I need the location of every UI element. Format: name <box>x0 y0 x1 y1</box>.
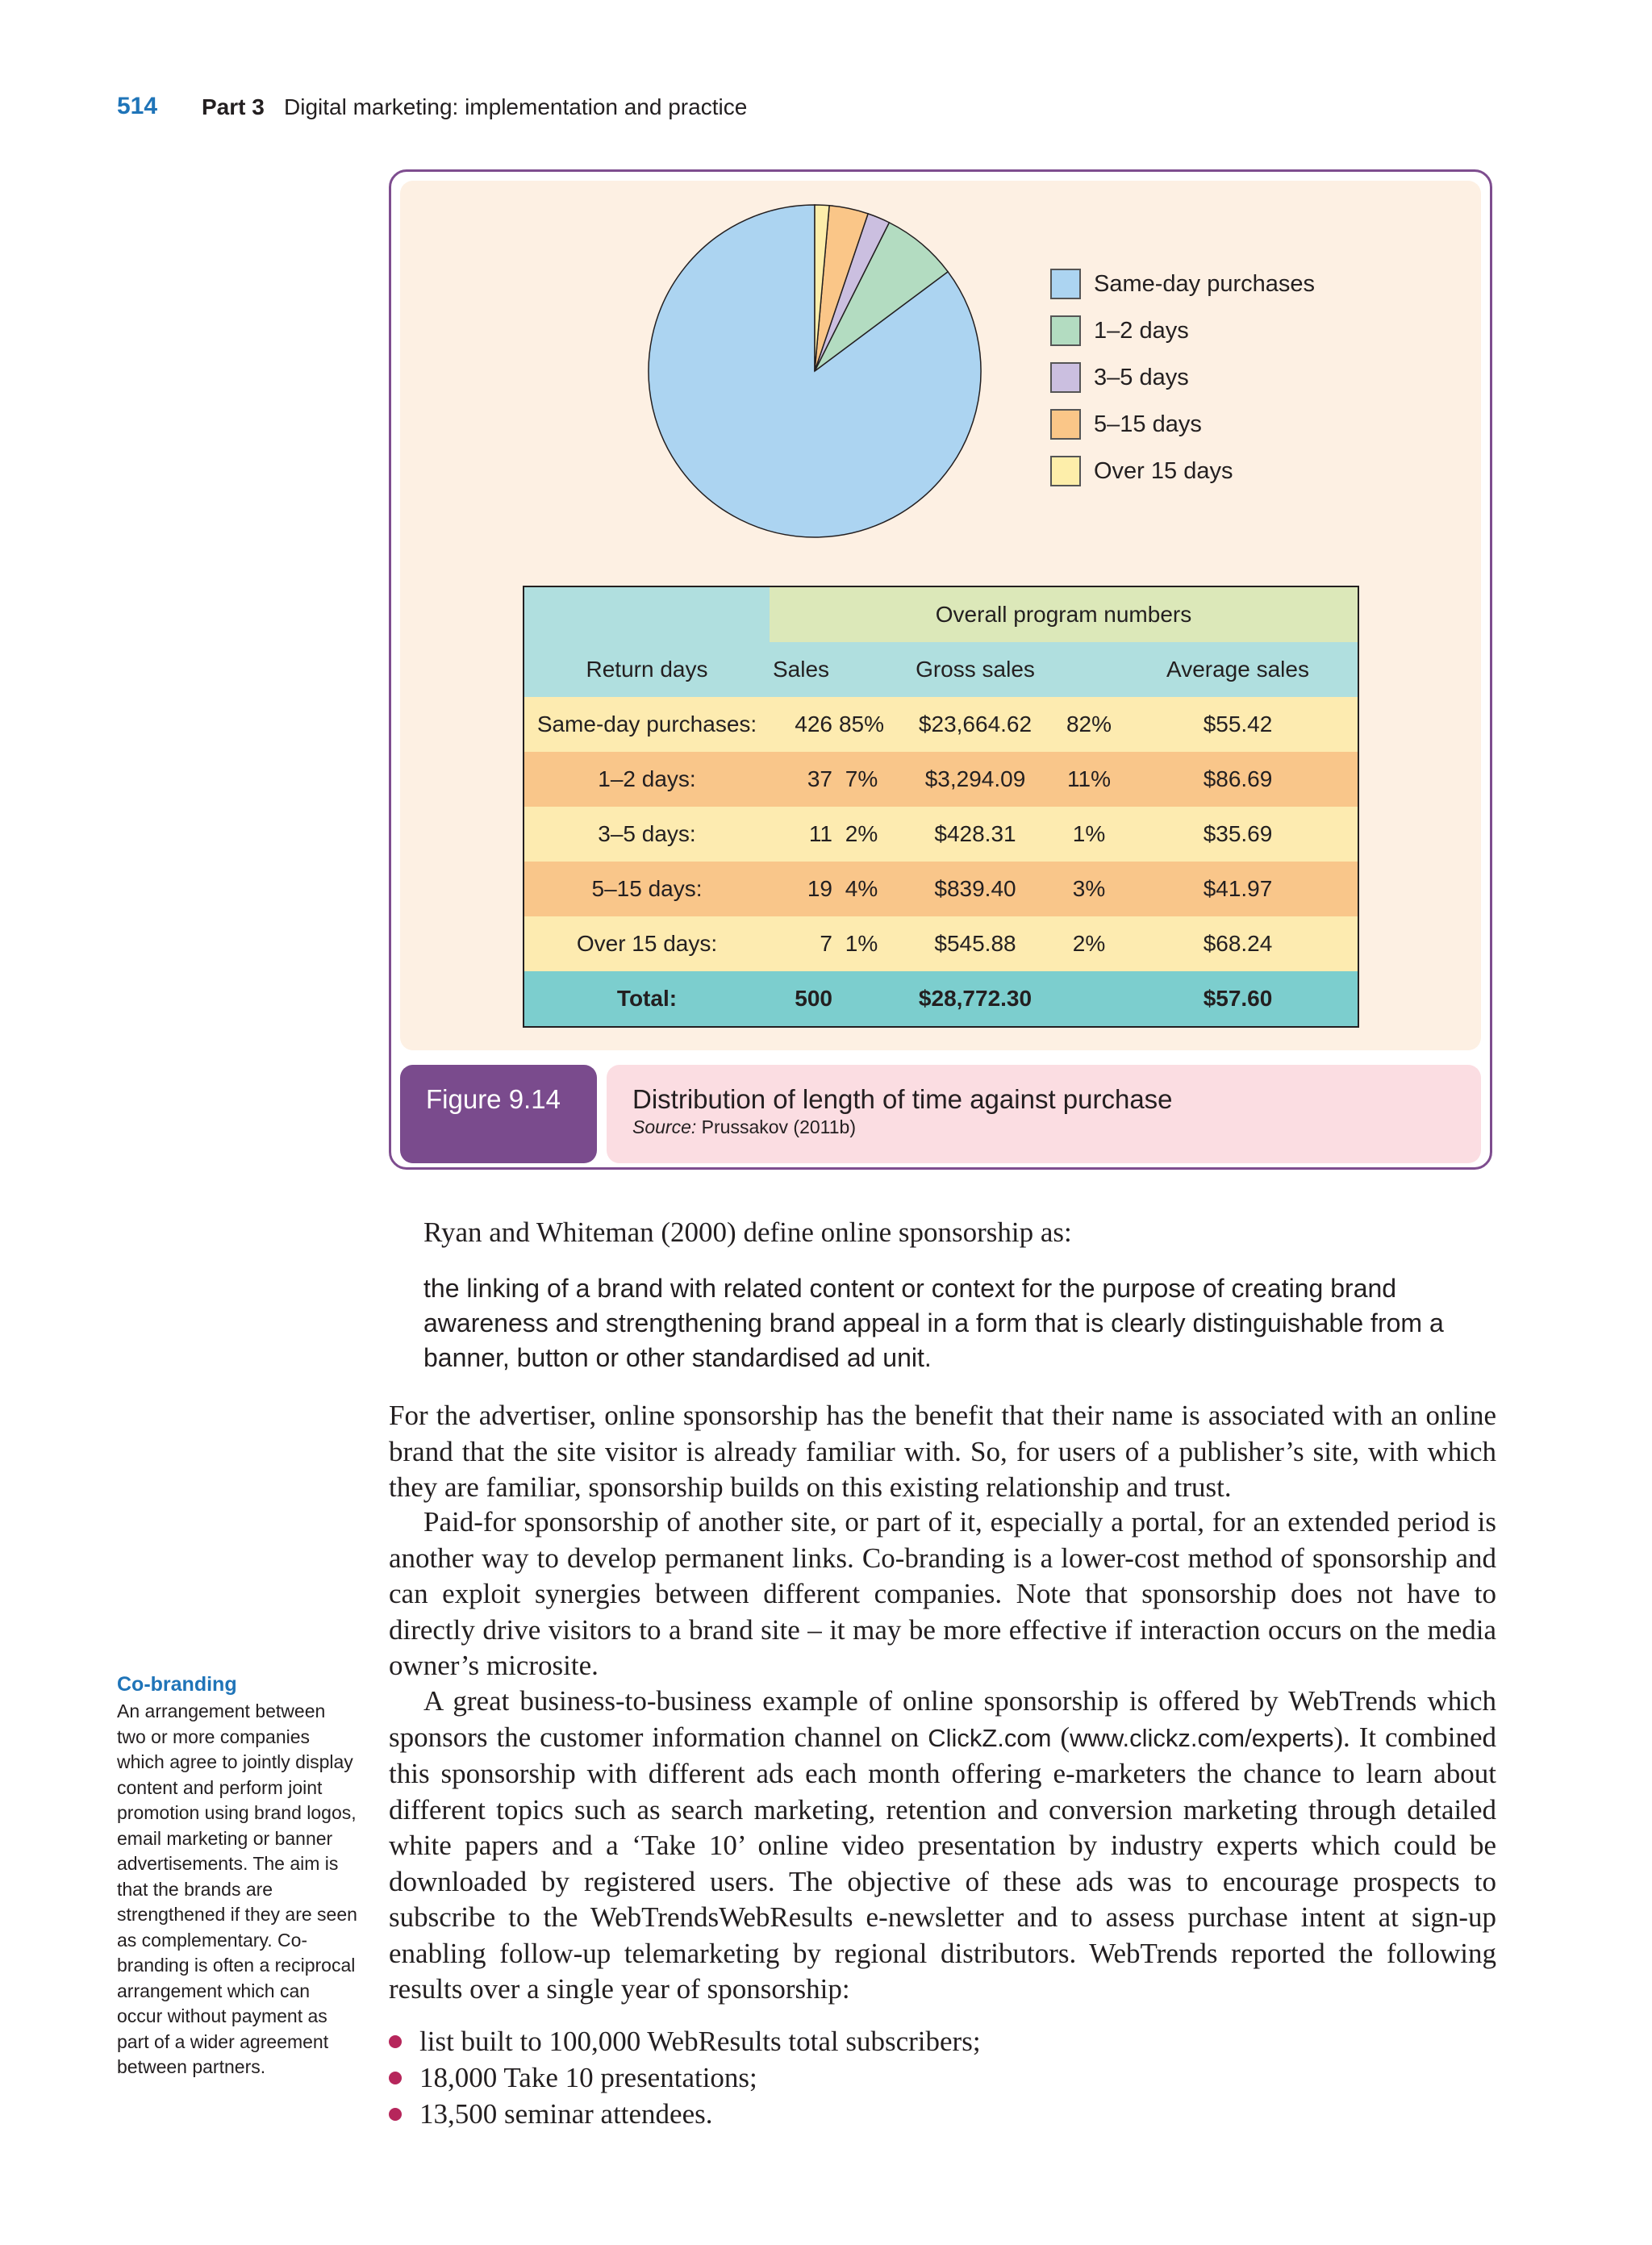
cell-gross: $545.88 <box>891 916 1060 971</box>
cell-gross-pct: 2% <box>1060 916 1118 971</box>
total-label: Total: <box>524 971 770 1027</box>
column-header: Gross sales <box>891 642 1060 697</box>
cell-gross-pct: 11% <box>1060 752 1118 807</box>
paragraph: Paid-for sponsorship of another site, or part of it, especially a portal, for an extended period is another way to develop permanent links. Co-branding is a lower-cost method of sponsorship and can exploit synergies between different companies. Note that sponsorship does not have to directly drive visitors to a brand site – it may be more effective if interaction occurs on the media owner’s microsite. <box>389 1506 1496 1681</box>
table-header-row <box>524 642 1358 697</box>
cell-sales-pct: 4% <box>832 862 891 916</box>
cell-sales: 11 <box>770 807 832 862</box>
cell-sales-pct: 2% <box>832 807 891 862</box>
cell-gross: $23,664.62 <box>891 697 1060 752</box>
figure-label: Figure 9.14 <box>426 1084 561 1114</box>
bullet-icon <box>389 2072 402 2084</box>
cell-sales: 19 <box>770 862 832 916</box>
chart-legend <box>1050 261 1315 494</box>
legend-label: Same-day purchases <box>1094 270 1316 297</box>
results-list <box>389 2023 981 2132</box>
bullet-icon <box>389 2035 402 2048</box>
table-total-row <box>524 971 1358 1027</box>
legend-label: Over 15 days <box>1094 457 1233 484</box>
table-row <box>524 807 1358 862</box>
figure-source-text: Prussakov (2011b) <box>701 1116 856 1137</box>
table-group-header: Overall program numbers <box>770 586 1358 642</box>
total-sales: 500 <box>770 971 832 1027</box>
legend-item <box>1050 354 1315 401</box>
figure-source-prefix: Source: <box>632 1116 697 1137</box>
total-avg: $57.60 <box>1118 971 1358 1027</box>
row-label: 1–2 days: <box>524 752 770 807</box>
page-number: 514 <box>117 93 158 119</box>
cell-sales: 7 <box>770 916 832 971</box>
list-item <box>389 2023 981 2059</box>
cell-sales-pct: 1% <box>832 916 891 971</box>
total-gross: $28,772.30 <box>891 971 1060 1027</box>
cell-avg: $35.69 <box>1118 807 1358 862</box>
table-row <box>524 862 1358 916</box>
row-label: Same-day purchases: <box>524 697 770 752</box>
list-item-text: list built to 100,000 WebResults total subscribers; <box>419 2026 981 2057</box>
intro-line: Ryan and Whiteman (2000) define online sponsorship as: <box>423 1216 1072 1248</box>
paragraph: For the advertiser, online sponsorship has the benefit that their name is associated with an online brand that the site visitor is already familiar with. So, for users of a publisher’s site, with which they are familiar, sponsorship builds on this existing relationship and trust. <box>389 1400 1496 1503</box>
figure-title: Distribution of length of time against purchase <box>632 1084 1173 1114</box>
column-header-blank <box>832 642 891 697</box>
row-label: 3–5 days: <box>524 807 770 862</box>
total-blank <box>832 971 891 1027</box>
list-item-text: 13,500 seminar attendees. <box>419 2098 713 2130</box>
paragraph <box>389 1684 1496 2008</box>
cell-sales-pct: 85% <box>832 697 891 752</box>
table-header-spacer <box>524 586 770 642</box>
list-item <box>389 2059 981 2096</box>
part-label: Part 3 <box>202 94 265 119</box>
cell-gross-pct: 1% <box>1060 807 1118 862</box>
column-header-blank <box>1060 642 1118 697</box>
legend-label: 1–2 days <box>1094 317 1189 344</box>
paragraph-text: ( <box>1051 1721 1070 1753</box>
cell-avg: $55.42 <box>1118 697 1358 752</box>
legend-label: 5–15 days <box>1094 411 1202 437</box>
table-row <box>524 916 1358 971</box>
table-group-header-row <box>524 586 1358 642</box>
glossary-term: Co-branding <box>117 1673 237 1696</box>
cell-avg: $86.69 <box>1118 752 1358 807</box>
cell-gross-pct: 3% <box>1060 862 1118 916</box>
legend-swatch <box>1050 269 1081 299</box>
list-item-text: 18,000 Take 10 presentations; <box>419 2062 757 2093</box>
cell-gross-pct: 82% <box>1060 697 1118 752</box>
pie-chart <box>645 202 984 540</box>
definition-quote: the linking of a brand with related content or context for the purpose of creating brand awareness and strengthening brand appeal in a form that is clearly distinguishable from a banner, button or other standardised ad unit. <box>423 1274 1444 1372</box>
paragraph-text: ). It combined this sponsorship with different ads each month offering e-marketers the chance to learn about different topics such as search marketing, retention and conversion marketing through detailed white papers and a ‘Take 10’ online video presentation by industry experts which could be downloaded by registered users. The objective of these ads was to encourage prospects to subscribe to the WebTrendsWebResults e-newsletter and to assess purchase intent at sign-up enabling follow-up telemarketing by regional distributors. WebTrends reported the following results over a single year of sponsorship: <box>389 1721 1497 2005</box>
legend-swatch <box>1050 315 1081 346</box>
legend-item <box>1050 307 1315 354</box>
legend-swatch <box>1050 409 1081 440</box>
cell-sales: 37 <box>770 752 832 807</box>
list-item <box>389 2096 981 2132</box>
cell-gross: $428.31 <box>891 807 1060 862</box>
paragraph-text: A great business-to-business example of online sponsorship is offered by WebTrends which sponsors the customer information channel on <box>389 1685 1496 1753</box>
table-row <box>524 697 1358 752</box>
column-header: Sales <box>770 642 832 697</box>
legend-item <box>1050 401 1315 448</box>
row-label: Over 15 days: <box>524 916 770 971</box>
legend-item <box>1050 448 1315 494</box>
cell-gross: $839.40 <box>891 862 1060 916</box>
site-name: ClickZ.com <box>928 1723 1052 1752</box>
legend-swatch <box>1050 362 1081 393</box>
row-label: 5–15 days: <box>524 862 770 916</box>
column-header: Return days <box>524 642 770 697</box>
column-header: Average sales <box>1118 642 1358 697</box>
legend-swatch <box>1050 456 1081 486</box>
cell-sales-pct: 7% <box>832 752 891 807</box>
bullet-icon <box>389 2108 402 2121</box>
cell-gross: $3,294.09 <box>891 752 1060 807</box>
legend-label: 3–5 days <box>1094 364 1189 390</box>
data-table <box>523 586 1359 1028</box>
legend-item <box>1050 261 1315 307</box>
cell-sales: 426 <box>770 697 832 752</box>
part-title: Digital marketing: implementation and practice <box>284 94 748 119</box>
cell-avg: $68.24 <box>1118 916 1358 971</box>
glossary-definition: An arrangement between two or more companies which agree to jointly display content and perform joint promotion using brand logos, email marketing or banner advertisements. The aim is that the brands are strengthened if they are seen as complementary. Co-branding is often a reciprocal arrangement which can occur without payment as part of a wider agreement between partners. <box>117 1700 357 2077</box>
cell-avg: $41.97 <box>1118 862 1358 916</box>
figure-source <box>632 1116 856 1138</box>
table-row <box>524 752 1358 807</box>
url-link[interactable]: www.clickz.com/experts <box>1070 1723 1334 1752</box>
total-blank <box>1060 971 1118 1027</box>
